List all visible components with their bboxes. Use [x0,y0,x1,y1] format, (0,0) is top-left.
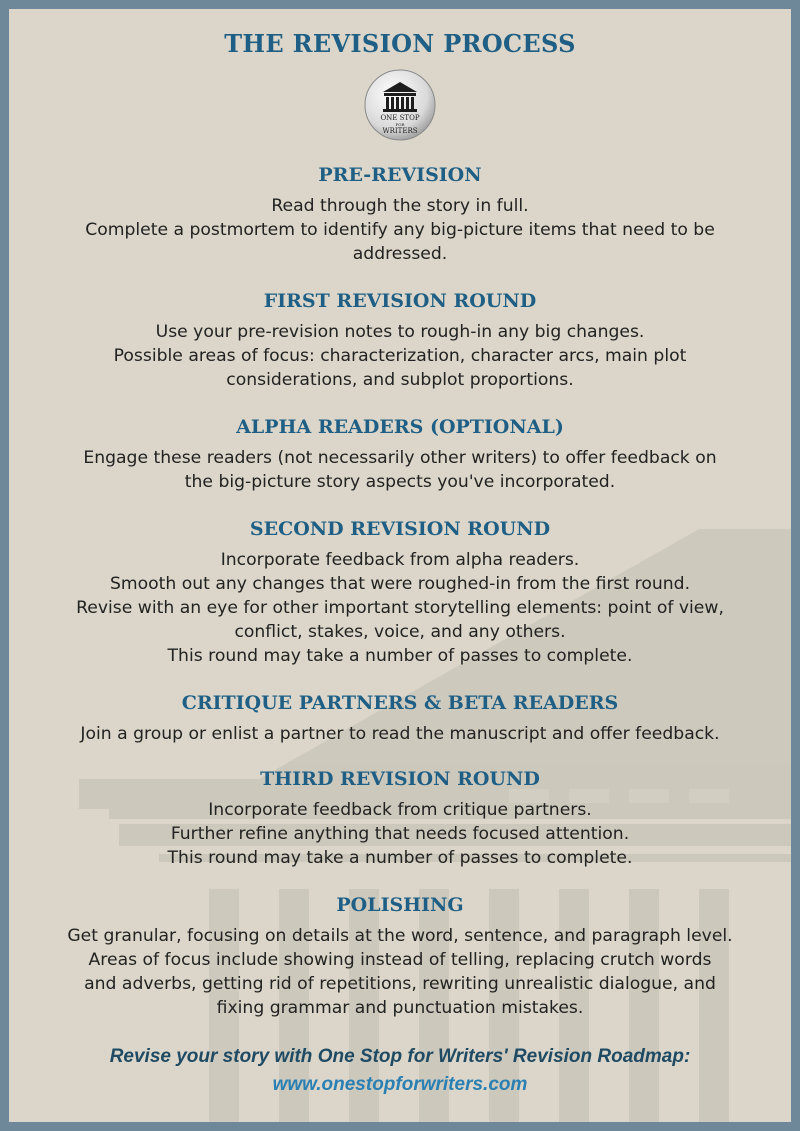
footer-callout: Revise your story with One Stop for Writers' Revision Roadmap: [109,1046,691,1067]
section-line: Get granular, focusing on details at the word, sentence, and paragraph level. [67,926,733,946]
footer [9,1046,791,1096]
section-polishing [9,894,791,1020]
one-stop-for-writers-logo [363,68,437,142]
section-line: conflict, stakes, voice, and any others. [234,622,566,642]
section-pre-revision [9,164,791,266]
section-heading: PRE-REVISION [318,164,482,186]
section-line: Use your pre-revision notes to rough-in any big changes. [155,322,645,342]
section-line: Read through the story in full. [271,196,529,216]
section-heading: POLISHING [336,894,464,916]
footer-url-link[interactable]: www.onestopforwriters.com [272,1074,528,1095]
section-line: Areas of focus include showing instead of telling, replacing crutch words [88,950,712,970]
section-heading: FIRST REVISION ROUND [263,290,537,312]
section-line: Join a group or enlist a partner to read the manuscript and offer feedback. [80,724,720,744]
section-heading: ALPHA READERS (OPTIONAL) [236,416,564,438]
section-line: Smooth out any changes that were roughed-in from the first round. [109,574,691,594]
section-heading: CRITIQUE PARTNERS & BETA READERS [181,692,619,714]
section-heading: THIRD REVISION ROUND [260,768,540,790]
poster-content [9,9,791,1096]
section-first-revision-round [9,290,791,392]
section-line: considerations, and subplot proportions. [226,370,574,390]
section-heading: SECOND REVISION ROUND [249,518,551,540]
section-line: Revise with an eye for other important storytelling elements: point of view, [76,598,724,618]
section-third-revision-round [9,768,791,870]
section-second-revision-round [9,518,791,668]
section-line: This round may take a number of passes to complete. [167,646,633,666]
section-line: the big-picture story aspects you've incorporated. [184,472,616,492]
page-title: THE REVISION PROCESS [224,29,576,58]
poster-page [9,9,791,1122]
section-line: Engage these readers (not necessarily other writers) to offer feedback on [83,448,717,468]
section-line: and adverbs, getting rid of repetitions, rewriting unrealistic dialogue, and [84,974,716,994]
section-alpha-readers [9,416,791,494]
svg-text:FOR: FOR [395,122,405,127]
svg-text:ONE STOP: ONE STOP [380,114,420,122]
section-line: This round may take a number of passes to complete. [167,848,633,868]
section-line: Complete a postmortem to identify any big-picture items that need to be [85,220,715,240]
section-line: fixing grammar and punctuation mistakes. [216,998,584,1018]
section-line: addressed. [352,244,448,264]
section-critique-partners [9,692,791,746]
section-line: Possible areas of focus: characterization, character arcs, main plot [113,346,687,366]
section-line: Incorporate feedback from critique partners. [208,800,592,820]
section-line: Incorporate feedback from alpha readers. [220,550,580,570]
svg-text:WRITERS: WRITERS [382,127,418,135]
section-line: Further refine anything that needs focused attention. [170,824,630,844]
